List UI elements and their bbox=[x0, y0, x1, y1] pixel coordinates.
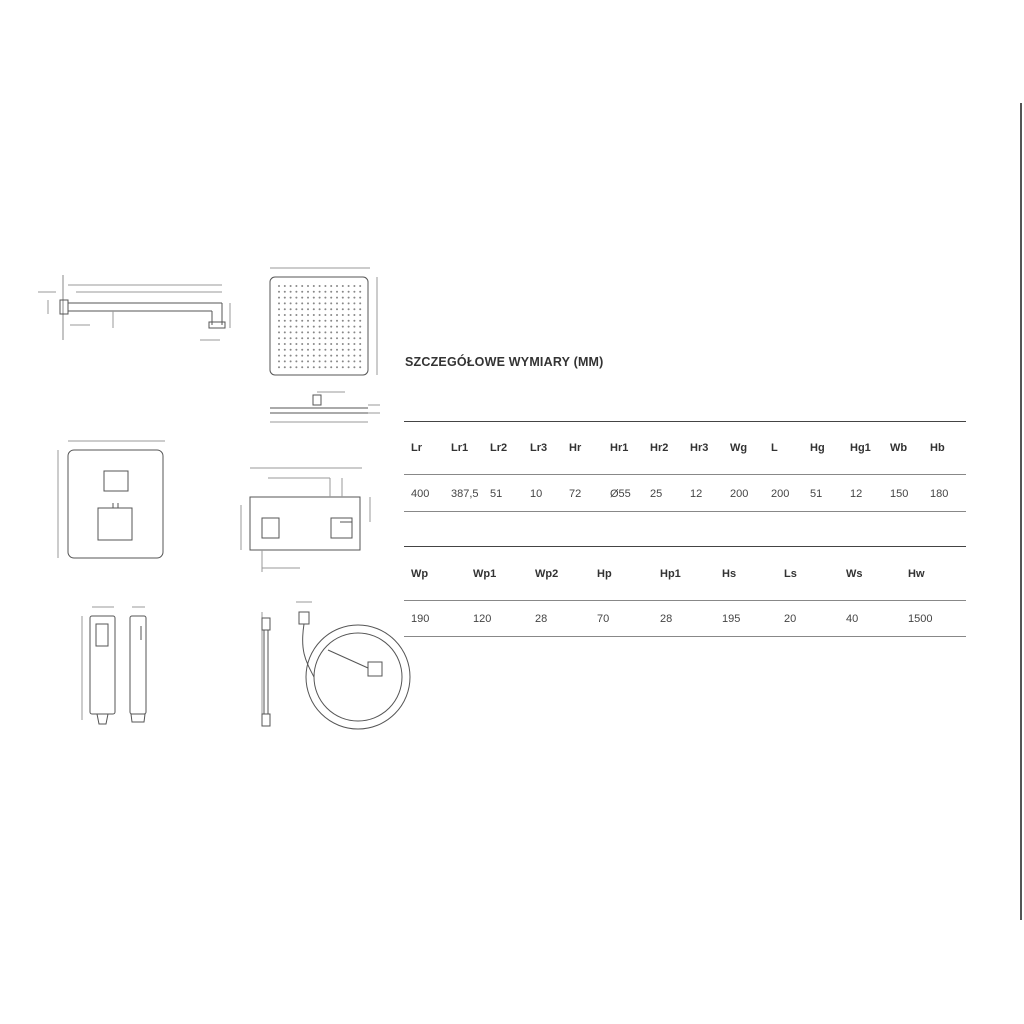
column-header: Lr1 bbox=[451, 442, 469, 454]
nozzle-dot bbox=[313, 314, 315, 316]
nozzle-dot bbox=[278, 349, 280, 351]
nozzle-dot bbox=[295, 285, 297, 287]
nozzle-dot bbox=[295, 320, 297, 322]
nozzle-dot bbox=[359, 343, 361, 345]
column-header: Hp1 bbox=[660, 568, 681, 580]
nozzle-dot bbox=[348, 297, 350, 299]
nozzle-dot bbox=[348, 366, 350, 368]
nozzle-dot bbox=[301, 349, 303, 351]
shower-hose-drawing bbox=[262, 602, 410, 729]
table-cell: 1500 bbox=[908, 613, 933, 625]
nozzle-dot bbox=[359, 302, 361, 304]
nozzle-dot bbox=[290, 337, 292, 339]
nozzle-dot bbox=[284, 337, 286, 339]
nozzle-dot bbox=[319, 331, 321, 333]
nozzle-dot bbox=[313, 302, 315, 304]
column-header: Hw bbox=[908, 568, 925, 580]
nozzle-dot bbox=[284, 320, 286, 322]
nozzle-dot bbox=[330, 343, 332, 345]
nozzle-dot bbox=[359, 291, 361, 293]
nozzle-dot bbox=[301, 337, 303, 339]
nozzle-dot bbox=[336, 355, 338, 357]
nozzle-dot bbox=[307, 366, 309, 368]
nozzle-dot bbox=[313, 320, 315, 322]
nozzle-dot bbox=[307, 308, 309, 310]
nozzle-dot bbox=[307, 291, 309, 293]
nozzle-dot bbox=[330, 360, 332, 362]
nozzle-dot bbox=[295, 314, 297, 316]
nozzle-dot bbox=[336, 349, 338, 351]
nozzle-dot bbox=[348, 337, 350, 339]
nozzle-dot bbox=[290, 297, 292, 299]
table-cell: 72 bbox=[569, 488, 582, 500]
nozzle-dot bbox=[348, 355, 350, 357]
nozzle-dot bbox=[307, 326, 309, 328]
nozzle-dot bbox=[348, 326, 350, 328]
nozzle-dot bbox=[324, 302, 326, 304]
nozzle-dot bbox=[359, 297, 361, 299]
table-cell: 40 bbox=[846, 613, 859, 625]
nozzle-dot bbox=[278, 331, 280, 333]
nozzle-dot bbox=[313, 326, 315, 328]
nozzle-dot bbox=[324, 331, 326, 333]
nozzle-dot bbox=[353, 314, 355, 316]
nozzle-dot bbox=[307, 297, 309, 299]
nozzle-dot bbox=[278, 366, 280, 368]
nozzle-dot bbox=[359, 308, 361, 310]
nozzle-dot bbox=[278, 302, 280, 304]
nozzle-dot bbox=[290, 320, 292, 322]
nozzle-dot bbox=[348, 360, 350, 362]
nozzle-dot bbox=[342, 302, 344, 304]
nozzle-dot bbox=[313, 349, 315, 351]
table-cell: 387,5 bbox=[451, 488, 479, 500]
column-header: Ws bbox=[846, 568, 863, 580]
nozzle-dot bbox=[353, 320, 355, 322]
nozzle-dot bbox=[290, 343, 292, 345]
nozzle-dot bbox=[284, 331, 286, 333]
table1-bottom-rule bbox=[404, 511, 966, 512]
shower-head-side-view bbox=[270, 392, 380, 422]
nozzle-dot bbox=[353, 355, 355, 357]
nozzle-dot bbox=[290, 285, 292, 287]
nozzle-dot bbox=[359, 314, 361, 316]
table-cell: 200 bbox=[771, 488, 790, 500]
nozzle-dot bbox=[290, 326, 292, 328]
nozzle-dot bbox=[290, 314, 292, 316]
nozzle-dot bbox=[353, 331, 355, 333]
table-cell: 190 bbox=[411, 613, 430, 625]
column-header: Hp bbox=[597, 568, 612, 580]
nozzle-dot bbox=[284, 366, 286, 368]
column-header: L bbox=[771, 442, 778, 454]
nozzle-dot bbox=[295, 308, 297, 310]
nozzle-dot bbox=[319, 360, 321, 362]
nozzle-dot bbox=[301, 343, 303, 345]
nozzle-dot bbox=[348, 314, 350, 316]
nozzle-dot bbox=[313, 308, 315, 310]
column-header: Lr3 bbox=[530, 442, 548, 454]
nozzle-dot bbox=[324, 285, 326, 287]
nozzle-dot bbox=[278, 308, 280, 310]
nozzle-dot bbox=[284, 360, 286, 362]
nozzle-dot bbox=[353, 349, 355, 351]
nozzle-dot bbox=[348, 308, 350, 310]
nozzle-dot bbox=[324, 308, 326, 310]
table1-mid-rule bbox=[404, 474, 966, 475]
nozzle-dot bbox=[359, 349, 361, 351]
nozzle-dot bbox=[295, 326, 297, 328]
nozzle-dot bbox=[278, 297, 280, 299]
column-header: Hs bbox=[722, 568, 737, 580]
nozzle-dot bbox=[295, 366, 297, 368]
nozzle-dot bbox=[342, 343, 344, 345]
nozzle-dot bbox=[284, 349, 286, 351]
nozzle-dot bbox=[278, 360, 280, 362]
nozzle-dot bbox=[353, 337, 355, 339]
nozzle-dot bbox=[324, 320, 326, 322]
nozzle-dot bbox=[342, 326, 344, 328]
nozzle-dot bbox=[295, 349, 297, 351]
nozzle-dot bbox=[330, 366, 332, 368]
table-cell: 28 bbox=[535, 613, 548, 625]
nozzle-dot bbox=[348, 285, 350, 287]
column-header: Hr2 bbox=[650, 442, 669, 454]
table-cell: 200 bbox=[730, 488, 749, 500]
nozzle-dot bbox=[301, 326, 303, 328]
hand-shower-drawing bbox=[82, 607, 146, 724]
nozzle-dot bbox=[290, 302, 292, 304]
nozzle-dot bbox=[353, 308, 355, 310]
nozzle-dot bbox=[353, 291, 355, 293]
nozzle-dot bbox=[330, 337, 332, 339]
column-header: Hb bbox=[930, 442, 945, 454]
nozzle-dot bbox=[336, 326, 338, 328]
nozzle-dot bbox=[353, 343, 355, 345]
column-header: Lr2 bbox=[490, 442, 508, 454]
nozzle-dot bbox=[284, 308, 286, 310]
nozzle-dot bbox=[359, 355, 361, 357]
nozzle-dot bbox=[324, 337, 326, 339]
nozzle-dot bbox=[313, 297, 315, 299]
nozzle-dot bbox=[336, 302, 338, 304]
nozzle-dot bbox=[278, 320, 280, 322]
nozzle-dot bbox=[290, 366, 292, 368]
table-cell: 180 bbox=[930, 488, 949, 500]
nozzle-dot bbox=[307, 343, 309, 345]
nozzle-dot bbox=[342, 366, 344, 368]
nozzle-dot bbox=[284, 297, 286, 299]
nozzle-dot bbox=[330, 314, 332, 316]
nozzle-dot bbox=[359, 285, 361, 287]
nozzle-dot bbox=[301, 331, 303, 333]
nozzle-dot bbox=[319, 314, 321, 316]
nozzle-dot bbox=[324, 326, 326, 328]
nozzle-dot bbox=[330, 331, 332, 333]
table-cell: 20 bbox=[784, 613, 797, 625]
nozzle-dot bbox=[301, 291, 303, 293]
nozzle-dot bbox=[348, 302, 350, 304]
nozzle-dot bbox=[342, 308, 344, 310]
nozzle-dot bbox=[330, 326, 332, 328]
nozzle-dot bbox=[336, 331, 338, 333]
nozzle-dot bbox=[278, 337, 280, 339]
nozzle-dot bbox=[319, 285, 321, 287]
nozzle-dot bbox=[284, 285, 286, 287]
nozzle-dot bbox=[295, 343, 297, 345]
nozzle-dot bbox=[307, 285, 309, 287]
table-cell: 51 bbox=[490, 488, 503, 500]
table-cell: 70 bbox=[597, 613, 610, 625]
nozzle-dot bbox=[342, 314, 344, 316]
column-header: Hg1 bbox=[850, 442, 871, 454]
nozzle-dot bbox=[324, 297, 326, 299]
nozzle-dot bbox=[324, 355, 326, 357]
nozzle-dot bbox=[278, 355, 280, 357]
nozzle-dot bbox=[313, 366, 315, 368]
column-header: Hr bbox=[569, 442, 582, 454]
nozzle-dot bbox=[353, 285, 355, 287]
nozzle-dot bbox=[336, 297, 338, 299]
table-cell: 120 bbox=[473, 613, 492, 625]
column-header: Lr bbox=[411, 442, 422, 454]
shower-head-top-view bbox=[270, 268, 377, 375]
table-cell: 12 bbox=[850, 488, 863, 500]
nozzle-dot bbox=[330, 285, 332, 287]
nozzle-dot bbox=[278, 285, 280, 287]
nozzle-dot bbox=[330, 320, 332, 322]
nozzle-dot bbox=[307, 355, 309, 357]
nozzle-dot bbox=[301, 314, 303, 316]
nozzle-dot bbox=[295, 355, 297, 357]
nozzle-dot bbox=[336, 337, 338, 339]
table-cell: 12 bbox=[690, 488, 703, 500]
nozzle-dot bbox=[324, 291, 326, 293]
table-cell: 28 bbox=[660, 613, 673, 625]
nozzle-dot bbox=[295, 331, 297, 333]
table-cell: 51 bbox=[810, 488, 823, 500]
table2-mid-rule bbox=[404, 600, 966, 601]
nozzle-dot bbox=[359, 320, 361, 322]
nozzle-dot bbox=[307, 349, 309, 351]
nozzle-dot bbox=[353, 326, 355, 328]
nozzle-dot bbox=[342, 291, 344, 293]
nozzle-dot bbox=[336, 366, 338, 368]
nozzle-dot bbox=[359, 331, 361, 333]
nozzle-dot bbox=[342, 320, 344, 322]
nozzle-dot bbox=[319, 337, 321, 339]
nozzle-dot bbox=[336, 291, 338, 293]
nozzle-dot bbox=[284, 326, 286, 328]
column-header: Wp2 bbox=[535, 568, 559, 580]
nozzle-dot bbox=[301, 366, 303, 368]
nozzle-dot bbox=[313, 355, 315, 357]
column-header: Hg bbox=[810, 442, 825, 454]
nozzle-dot bbox=[313, 360, 315, 362]
nozzle-dot bbox=[290, 331, 292, 333]
nozzle-dot bbox=[313, 285, 315, 287]
table2-top-rule bbox=[404, 546, 966, 547]
nozzle-dot bbox=[359, 337, 361, 339]
nozzle-dot bbox=[342, 331, 344, 333]
nozzle-dot bbox=[301, 308, 303, 310]
nozzle-dot bbox=[336, 285, 338, 287]
nozzle-dot bbox=[313, 291, 315, 293]
nozzle-dot bbox=[290, 308, 292, 310]
table-cell: 150 bbox=[890, 488, 909, 500]
column-header: Hr3 bbox=[690, 442, 709, 454]
nozzle-dot bbox=[348, 343, 350, 345]
nozzle-dot bbox=[336, 308, 338, 310]
nozzle-dot bbox=[324, 366, 326, 368]
shower-arm-drawing bbox=[38, 275, 230, 340]
nozzle-dot bbox=[319, 297, 321, 299]
table-cell: 195 bbox=[722, 613, 741, 625]
nozzle-dot bbox=[348, 349, 350, 351]
nozzle-dot bbox=[301, 355, 303, 357]
nozzle-dot bbox=[278, 326, 280, 328]
table-cell: 25 bbox=[650, 488, 663, 500]
nozzle-dot bbox=[330, 308, 332, 310]
nozzle-dot bbox=[301, 302, 303, 304]
nozzle-dot bbox=[284, 355, 286, 357]
nozzle-dot bbox=[278, 343, 280, 345]
nozzle-dot bbox=[290, 355, 292, 357]
nozzle-dot bbox=[307, 337, 309, 339]
nozzle-dot bbox=[295, 297, 297, 299]
nozzle-dot bbox=[284, 343, 286, 345]
nozzle-dot bbox=[295, 360, 297, 362]
nozzle-dot bbox=[324, 314, 326, 316]
nozzle-dot bbox=[324, 343, 326, 345]
table2-bottom-rule bbox=[404, 636, 966, 637]
thermostat-plate-drawing bbox=[58, 441, 165, 558]
nozzle-dot bbox=[284, 314, 286, 316]
nozzle-dot bbox=[330, 349, 332, 351]
table1-top-rule bbox=[404, 421, 966, 422]
nozzle-dot bbox=[307, 331, 309, 333]
nozzle-dot bbox=[342, 360, 344, 362]
nozzle-dot bbox=[313, 331, 315, 333]
column-header: Wp bbox=[411, 568, 429, 580]
nozzle-dot bbox=[324, 349, 326, 351]
nozzle-dot bbox=[301, 360, 303, 362]
nozzle-dot bbox=[359, 360, 361, 362]
nozzle-dot bbox=[319, 308, 321, 310]
nozzle-dot bbox=[319, 302, 321, 304]
nozzle-dot bbox=[301, 297, 303, 299]
nozzle-dot bbox=[324, 360, 326, 362]
nozzle-dot bbox=[313, 343, 315, 345]
page-title: SZCZEGÓŁOWE WYMIARY (MM) bbox=[405, 355, 604, 369]
page-edge-line bbox=[1020, 103, 1022, 920]
nozzle-dot bbox=[307, 360, 309, 362]
nozzle-dot bbox=[336, 314, 338, 316]
nozzle-dot bbox=[284, 291, 286, 293]
nozzle-dot bbox=[278, 291, 280, 293]
nozzle-dot bbox=[313, 337, 315, 339]
nozzle-dot bbox=[336, 360, 338, 362]
column-header: Hr1 bbox=[610, 442, 629, 454]
nozzle-dot bbox=[330, 291, 332, 293]
table-cell: 400 bbox=[411, 488, 430, 500]
nozzle-dot bbox=[330, 297, 332, 299]
nozzle-dot bbox=[290, 360, 292, 362]
column-header: Wp1 bbox=[473, 568, 497, 580]
nozzle-dot bbox=[348, 291, 350, 293]
nozzle-dot bbox=[301, 320, 303, 322]
nozzle-dot bbox=[301, 285, 303, 287]
nozzle-dot bbox=[342, 297, 344, 299]
nozzle-dot bbox=[353, 366, 355, 368]
nozzle-dot bbox=[342, 349, 344, 351]
table-cell: 10 bbox=[530, 488, 543, 500]
nozzle-dot bbox=[353, 297, 355, 299]
nozzle-dot bbox=[307, 302, 309, 304]
column-header: Wg bbox=[730, 442, 748, 454]
nozzle-dot bbox=[359, 326, 361, 328]
nozzle-dot bbox=[319, 355, 321, 357]
nozzle-dot bbox=[278, 314, 280, 316]
nozzle-dot bbox=[348, 331, 350, 333]
table-cell: Ø55 bbox=[610, 488, 631, 500]
nozzle-dot bbox=[295, 291, 297, 293]
concealed-body-drawing bbox=[241, 468, 370, 572]
nozzle-dot bbox=[353, 302, 355, 304]
nozzle-dot bbox=[319, 343, 321, 345]
nozzle-dot bbox=[336, 320, 338, 322]
nozzle-dot bbox=[307, 320, 309, 322]
nozzle-dot bbox=[348, 320, 350, 322]
column-header: Wb bbox=[890, 442, 908, 454]
nozzle-dot bbox=[342, 285, 344, 287]
nozzle-dot bbox=[359, 366, 361, 368]
nozzle-dot bbox=[284, 302, 286, 304]
nozzle-dot bbox=[319, 291, 321, 293]
nozzle-dot bbox=[307, 314, 309, 316]
nozzle-dot bbox=[336, 343, 338, 345]
nozzle-dot bbox=[319, 366, 321, 368]
nozzle-dot bbox=[319, 349, 321, 351]
nozzle-dot bbox=[290, 291, 292, 293]
nozzle-dot bbox=[342, 355, 344, 357]
nozzle-dot bbox=[290, 349, 292, 351]
nozzle-dot bbox=[330, 302, 332, 304]
nozzle-dot bbox=[342, 337, 344, 339]
column-header: Ls bbox=[784, 568, 797, 580]
nozzle-dot bbox=[353, 360, 355, 362]
nozzle-dot bbox=[319, 326, 321, 328]
nozzle-dot bbox=[319, 320, 321, 322]
nozzle-dot bbox=[330, 355, 332, 357]
nozzle-dot bbox=[295, 302, 297, 304]
nozzle-dot bbox=[295, 337, 297, 339]
